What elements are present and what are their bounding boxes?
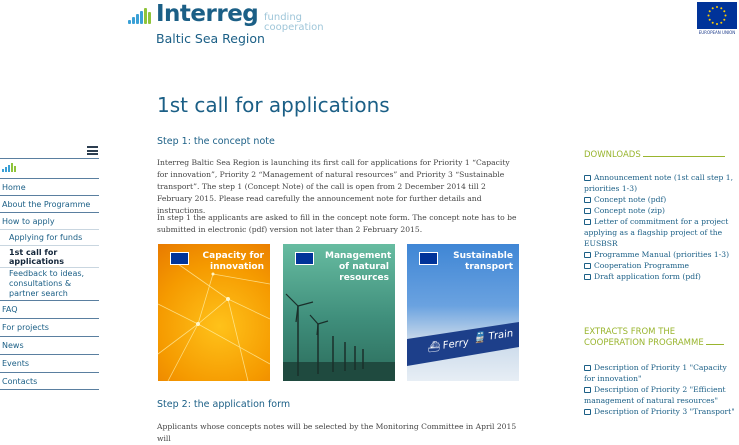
concept-note-paragraph: In step 1 the applicants are asked to fill in the concept note form. The concept note has to be submitted in electronic (pdf) version not later than 2 February 2015.: [157, 213, 517, 234]
document-icon: [584, 208, 591, 214]
download-link[interactable]: Cooperation Programme: [584, 260, 734, 271]
logo-tagline: [264, 13, 324, 33]
extract-link[interactable]: Description of Priority 3 "Transport": [584, 406, 736, 417]
sign-ferry-text: ⛴ Ferry: [426, 337, 470, 354]
downloads-heading-rule: [643, 156, 725, 157]
sidebar-item-contacts[interactable]: Contacts: [0, 372, 99, 390]
priority-card-label: Capacity for innovation: [202, 251, 264, 272]
logo-region: Baltic Sea Region: [156, 31, 265, 46]
interreg-logo[interactable]: [128, 2, 328, 46]
downloads-list: [584, 172, 734, 282]
downloads-heading: [584, 150, 734, 161]
step2-paragraph: Applicants whose concepts notes will be selected by the Monitoring Committee in April 2015 will: [157, 422, 517, 443]
sidebar-item-about[interactable]: About the Programme: [0, 195, 99, 212]
download-link[interactable]: Concept note (zip): [584, 205, 734, 216]
hamburger-icon[interactable]: [87, 146, 98, 155]
downloads-heading-text: DOWNLOADS: [584, 150, 641, 160]
document-icon: [584, 252, 591, 258]
eu-flag-icon: [697, 2, 737, 29]
download-link[interactable]: Letter of commitment for a project applying as a flagship project of the EUSBSR: [584, 217, 729, 248]
priority-card-label: Management of natural resources: [325, 251, 392, 283]
priority-card-natural-resources[interactable]: [283, 244, 395, 381]
sidebar-item-for-projects[interactable]: For projects: [0, 318, 99, 336]
download-link[interactable]: Concept note (pdf): [584, 194, 734, 205]
download-link[interactable]: Draft application form (pdf): [584, 271, 734, 282]
extracts-heading: [584, 327, 736, 349]
logo-bars-icon: [128, 8, 156, 24]
document-icon: [584, 387, 591, 393]
document-icon: [584, 219, 591, 225]
sidebar-item-news[interactable]: News: [0, 336, 99, 354]
step2-heading: Step 2: the application form: [157, 399, 291, 410]
ferry-icon: ⛴: [426, 340, 444, 354]
sidebar-item-applying-for-funds[interactable]: Applying for funds: [0, 229, 99, 245]
document-icon: [584, 409, 591, 415]
sidebar-item-feedback[interactable]: Feedback to ideas, consultations & partner search: [0, 267, 99, 300]
extracts-heading-text: EXTRACTS FROM THE COOPERATION PROGRAMME: [584, 327, 704, 348]
document-icon: [584, 175, 591, 181]
extract-link[interactable]: Description of Priority 2 "Efficient management of natural resources": [584, 385, 726, 405]
logo-wordmark: Interreg: [156, 1, 259, 27]
sidebar-item-home[interactable]: Home: [0, 178, 99, 195]
sidebar-logo-icon[interactable]: [2, 163, 20, 172]
eu-flag-icon: [295, 252, 314, 265]
eu-caption: EUROPEAN UNION: [698, 30, 736, 35]
download-link[interactable]: Announcement note (1st call step 1, priorities 1-3): [584, 173, 734, 193]
priority-card-innovation[interactable]: [158, 244, 270, 381]
sidebar-item-how-to-apply[interactable]: How to apply: [0, 212, 99, 229]
priority-card-transport[interactable]: [407, 244, 519, 381]
download-link[interactable]: Programme Manual (priorities 1-3): [584, 249, 734, 260]
logo-tagline-2: cooperation: [264, 22, 324, 33]
document-icon: [584, 365, 591, 371]
extracts-list: [584, 362, 736, 417]
eu-logo[interactable]: [697, 2, 737, 36]
document-icon: [584, 274, 591, 280]
sidebar-item-1st-call[interactable]: 1st call for applications: [0, 245, 99, 267]
eu-flag-icon: [419, 252, 438, 265]
extract-link[interactable]: Description of Priority 1 "Capacity for innovation": [584, 363, 727, 383]
eu-flag-icon: [170, 252, 189, 265]
document-icon: [584, 263, 591, 269]
sidebar-item-faq[interactable]: FAQ: [0, 300, 99, 318]
extracts-heading-rule: [706, 344, 724, 345]
sign-train-text: 🚆 Train: [472, 328, 514, 345]
sidebar-item-events[interactable]: Events: [0, 354, 99, 372]
train-icon: 🚆: [472, 331, 490, 345]
document-icon: [584, 197, 591, 203]
step1-heading: Step 1: the concept note: [157, 136, 275, 147]
sidebar-divider: [0, 158, 99, 159]
priority-card-label: Sustainable transport: [453, 251, 513, 272]
intro-paragraph: Interreg Baltic Sea Region is launching its first call for applications for Priority 1 “Capacity for innovation”, Priority 2 “Management of natural resources” and Priority 3 “Sustainable transport”. The step 1 (Concept Note) of the call is open from 2 December 2014 till 2 February 2015. Please read carefully the announcement note for further details and instructions.: [157, 158, 510, 215]
logo-tagline-1: funding: [264, 12, 303, 23]
page-title: 1st call for applications: [157, 93, 390, 117]
sidebar-nav: [0, 178, 99, 390]
